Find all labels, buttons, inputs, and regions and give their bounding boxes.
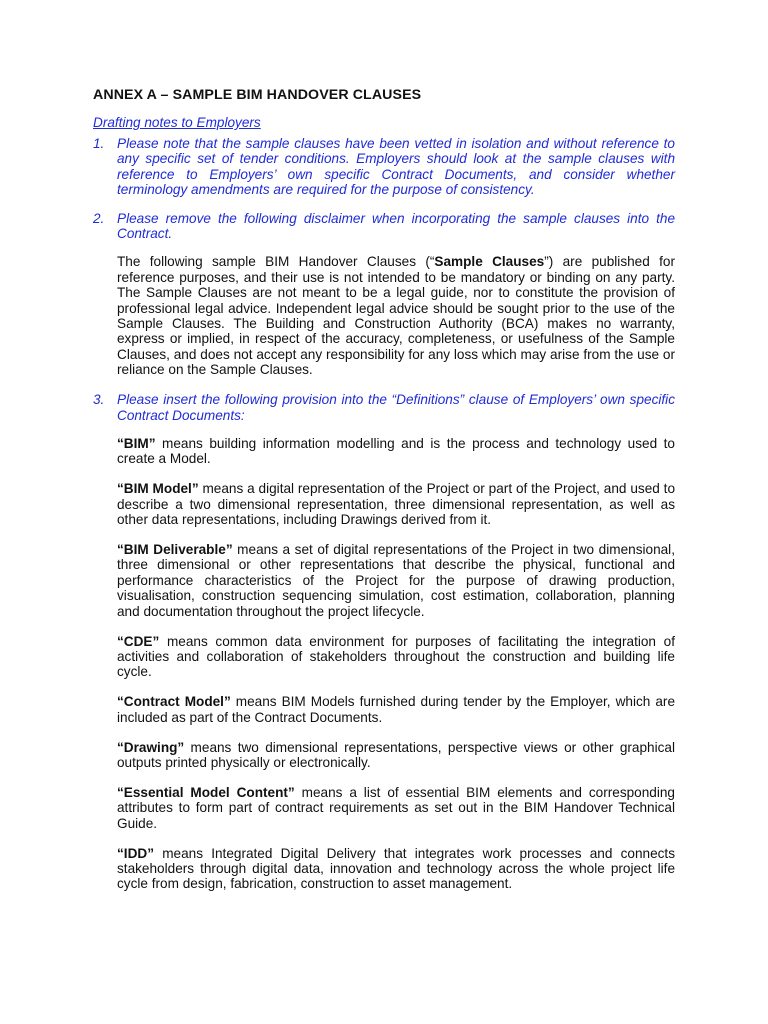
definition-text: means building information modelling and is the process and technology used to create a Model. [117, 436, 675, 467]
note-number: 1. [93, 136, 105, 151]
definition-term: “Contract Model” [117, 694, 231, 710]
definition-text: means Integrated Digital Delivery that integrates work processes and connects stakeholders through digital data, innovation and technology across the whole project life cycle from design, fabrication, construction to asset management. [117, 845, 675, 892]
note-text: Please note that the sample clauses have been vetted in isolation and without reference to any specific set of tender conditions. Employers should look at the sample clauses with reference to Employers’ own specific Contract Documents, and consider whether terminology amendments are required for the purpose of consistency. [117, 136, 675, 198]
definition-term: “BIM” [117, 436, 156, 451]
disclaimer-paragraph [117, 254, 675, 377]
definition-text: means a digital representation of the Project or part of the Project, and used to describe a two dimensional representation, three dimensional representation, as well as other data representations, including Drawings derived from it. [117, 481, 675, 528]
definition-term: “Essential Model Content” [117, 784, 295, 800]
definition-term: “IDD” [117, 845, 155, 861]
definition-cde [117, 634, 675, 680]
note-text: Please remove the following disclaimer when incorporating the sample clauses into the Contract. [117, 210, 675, 242]
drafting-note-3 [93, 392, 675, 423]
definition-term: “Drawing” [117, 739, 185, 755]
definition-text: means BIM Models furnished during tender by the Employer, which are included as part of the Contract Documents. [117, 694, 676, 725]
document-title: ANNEX A – SAMPLE BIM HANDOVER CLAUSES [93, 87, 422, 103]
definition-bim-deliverable [117, 542, 675, 619]
disclaimer-bold-term: Sample Clauses [434, 254, 545, 270]
note-number: 2. [93, 210, 105, 226]
document-page [93, 86, 675, 906]
drafting-note-1 [93, 136, 675, 198]
note-number: 3. [93, 392, 105, 408]
definition-drawing [117, 740, 675, 771]
disclaimer-text-after: ”) are published for reference purposes, and their use is not intended to be mandatory or binding on any party. The Sample Clauses are not meant to be a legal guide, nor to constitute the provision of professional legal advice. Independent legal advice should be sought prior to the use of the Sample Clauses. The Building and Construction Authority (BCA) makes no warranty, express or implied, in respect of the accuracy, completeness, or usefulness of the Sample Clauses, and does not accept any responsibility for any loss which may arise from the use or reliance on the Sample Clauses. [117, 254, 675, 378]
definition-essential-model-content [117, 785, 675, 831]
note-text: Please insert the following provision into the “Definitions” clause of Employers’ own specific Contract Documents: [117, 392, 675, 423]
definition-term: “BIM Model” [117, 481, 199, 497]
definition-contract-model [117, 694, 675, 725]
definition-bim [117, 436, 675, 467]
definition-idd [117, 846, 675, 892]
definition-bim-model [117, 481, 675, 527]
definition-text: means common data environment for purposes of facilitating the integration of activities and collaboration of stakeholders throughout the construction and building life cycle. [117, 633, 675, 680]
definition-term: “CDE” [117, 633, 160, 649]
definition-text: means a list of essential BIM elements and corresponding attributes to form part of contract requirements as set out in the BIM Handover Technical Guide. [117, 784, 675, 831]
definition-term: “BIM Deliverable” [117, 542, 233, 558]
definition-text: means a set of digital representations of the Project in two dimensional, three dimensional or other representations that describe the physical, functional and performance characteristics of the Project for the purpose of drawing production, visualisation, construction sequencing simulation, cost estimation, collaboration, planning and documentation throughout the project lifecycle. [117, 542, 675, 619]
drafting-notes-heading: Drafting notes to Employers [93, 115, 261, 130]
drafting-note-2 [93, 211, 675, 242]
definition-text: means two dimensional representations, perspective views or other graphical outputs printed physically or electronically. [117, 739, 675, 770]
disclaimer-text-before: The following sample BIM Handover Clauses (“ [117, 254, 435, 270]
